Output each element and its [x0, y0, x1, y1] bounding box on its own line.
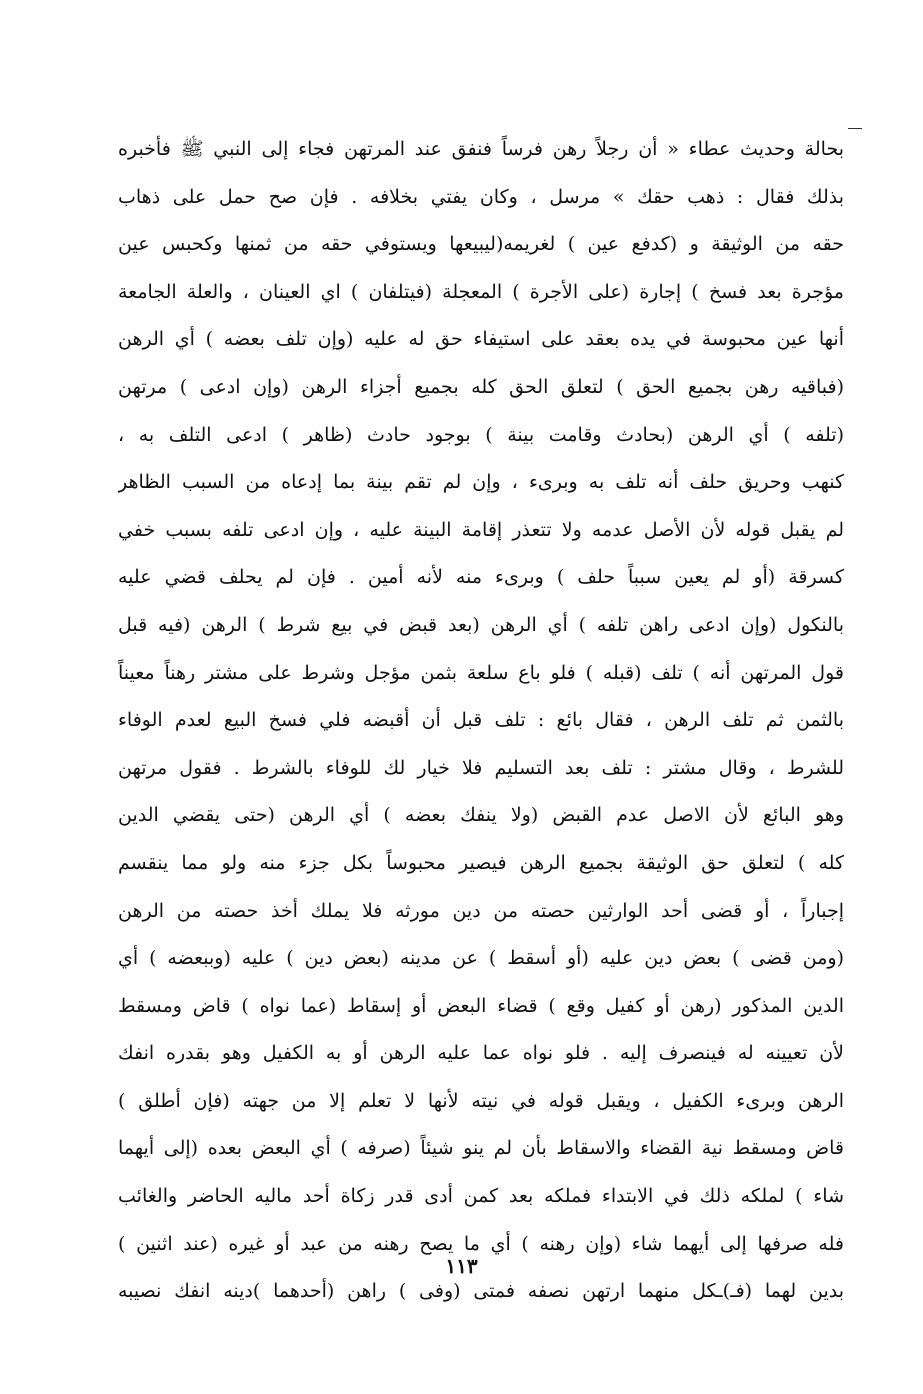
text-line: قول المرتهن أنه ) تلف (قبله ) فلو باع سلعة بثمن مؤجل وشرط على مشتر رهناً معيناً [118, 661, 844, 684]
text-line: لأن تعيينه له فينصرف إليه . فلو نواه عما عليه الرهن أو به الكفيل وهو بقدره انفك [118, 1042, 844, 1065]
text-line: (تلفه ) أي الرهن (بحادث وقامت بينة ) بوجود حادث (ظاهر ) ادعى التلف به ، [118, 423, 844, 446]
text-line: (ومن قضى ) بعض دين عليه (أو أسقط ) عن مدينه (بعض دين ) عليه (وببعضه ) أي [118, 947, 844, 970]
page-body [118, 126, 844, 1316]
text-line: بدين لهما (فـ)ـكل منهما ارتهن نصفه فمتى (وفى ) راهن (أحدهما )دينه انفك نصيبه [118, 1280, 844, 1303]
text-line: مؤجرة بعد فسخ ) إجارة (على الأجرة ) المعجلة (فيتلفان ) اي العينان ، والعلة الجامعة [118, 280, 844, 303]
text-line: شاء ) لملكه ذلك في الابتداء فملكه بعد كمن أدى قدر زكاة أحد ماليه الحاضر والغائب [118, 1185, 844, 1208]
text-line: الرهن وبرىء الكفيل ، ويقبل قوله في نيته لأنها لا تعلم إلا من جهته (فإن أطلق ) [118, 1089, 844, 1112]
text-line: إجباراً ، أو قضى أحد الوارثين حصته من دين مورثه فلا يملك أخذ حصته من الرهن [118, 899, 844, 922]
text-line: الدين المذكور (رهن أو كفيل وقع ) قضاء البعض أو إسقاط (عما نواه ) قاض ومسقط [118, 994, 844, 1017]
text-line: لم يقبل قوله لأن الأصل عدمه ولا تتعذر إقامة البينة عليه ، وإن ادعى تلفه بسبب خفي [118, 518, 844, 541]
text-line: كنهب وحريق حلف أنه تلف به وبرىء ، وإن لم تقم بينة بما إدعاه من السبب الظاهر [118, 471, 844, 494]
page-number: ١١٣ [445, 1254, 478, 1278]
text-line: وهو البائع لأن الاصل عدم القبض (ولا ينفك بعضه ) أي الرهن (حتى يقضي الدين [118, 804, 844, 827]
text-line: بالثمن ثم تلف الرهن ، فقال بائع : تلف قبل أن أقبضه فلي فسخ البيع لعدم الوفاء [118, 709, 844, 732]
text-line: (فباقيه رهن بجميع الحق ) لتعلق الحق كله بجميع أجزاء الرهن (وإن ادعى ) مرتهن [118, 375, 844, 398]
text-line: بذلك فقال : ذهب حقك » مرسل ، وكان يفتي بخلافه . فإن صح حمل على ذهاب [118, 185, 844, 208]
header-rule [848, 128, 862, 129]
text-line: فله صرفها إلى أيهما شاء (وإن رهنه ) أي ما يصح رهنه من عبد أو غيره (عند اثنين ) [118, 1232, 844, 1255]
text-line: كله ) لتعلق حق الوثيقة بجميع الرهن فيصير محبوساً بكل جزء منه ولو مما ينقسم [118, 851, 844, 874]
text-line: بالنكول (وإن ادعى راهن تلفه ) أي الرهن (بعد قبض في بيع شرط ) الرهن (فيه قبل [118, 613, 844, 636]
text-line: بحالة وحديث عطاء « أن رجلاً رهن فرساً فنفق عند المرتهن فجاء إلى النبي ﷺ فأخبره [118, 138, 844, 160]
text-line: قاض ومسقط نية القضاء والاسقاط بأن لم ينو شيئاً (صرفه ) أي البعض بعده (إلى أيهما [118, 1137, 844, 1160]
text-line: أنها عين محبوسة في يده بعقد على استيفاء حق له عليه (وإن تلف بعضه ) أي الرهن [118, 328, 844, 351]
text-line: حقه من الوثيقة و (كدفع عين ) لغريمه(ليبيعها ويستوفي حقه من ثمنها وكحبس عين [118, 233, 844, 256]
text-line: للشرط ، وقال مشتر : تلف بعد التسليم فلا خيار لك للوفاء بالشرط . فقول مرتهن [118, 756, 844, 779]
text-line: كسرقة (أو لم يعين سبباً حلف ) وبرىء منه لأنه أمين . فإن لم يحلف قضي عليه [118, 566, 844, 589]
